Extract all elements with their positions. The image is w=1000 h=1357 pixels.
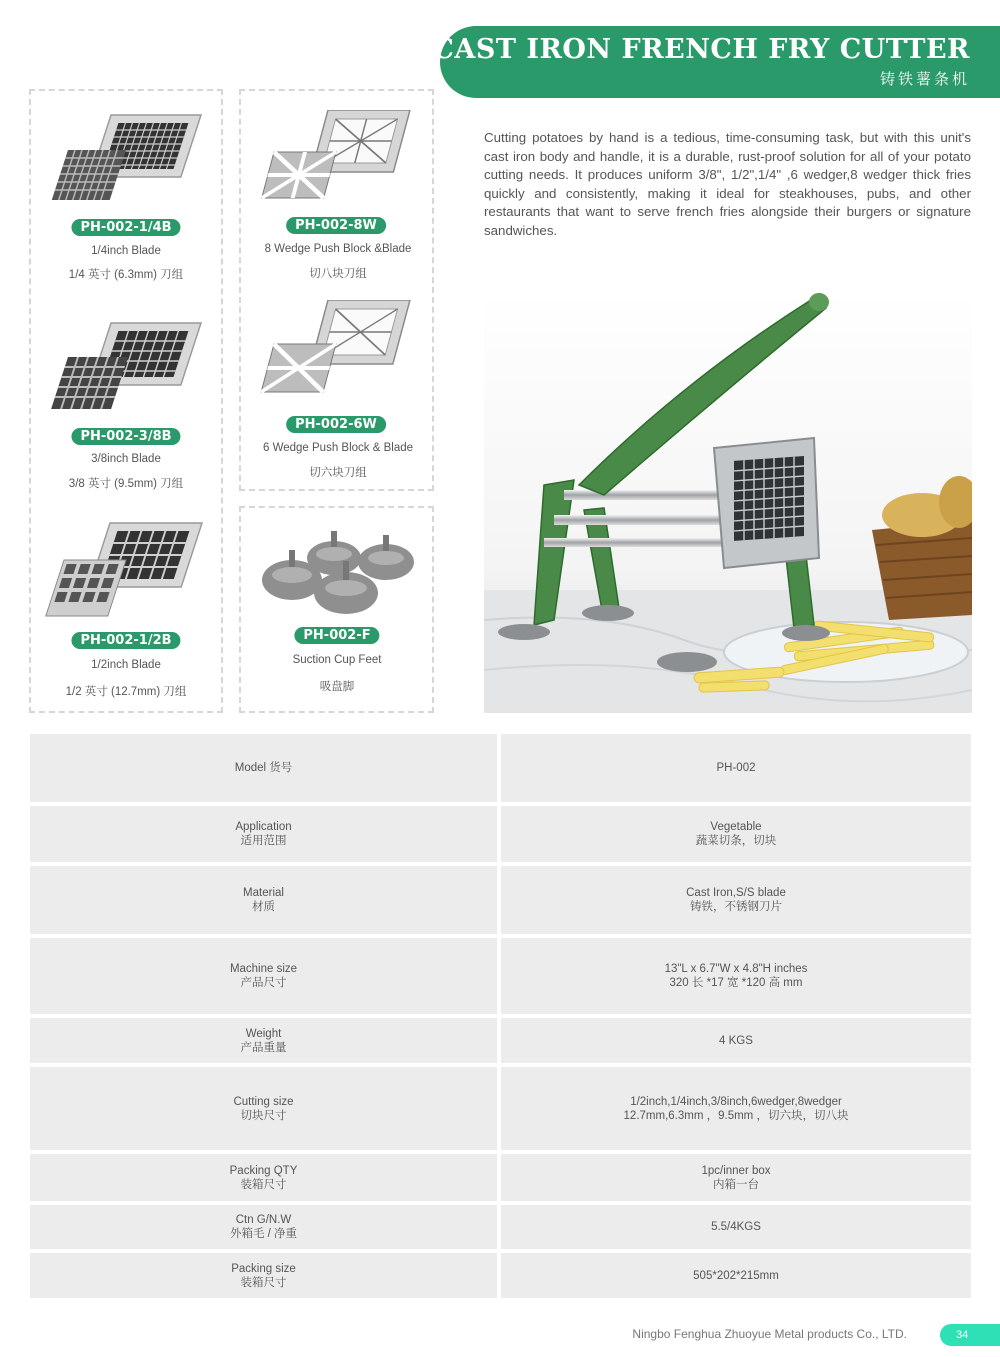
part-name-6w: 6 Wedge Push Block & Blade — [262, 442, 414, 454]
table-row — [30, 1067, 971, 1150]
spec-value: Cast Iron,S/S blade 铸铁，不锈钢刀片 — [501, 866, 971, 934]
table-row — [30, 866, 971, 934]
spec-value: 5.5/4KGS — [501, 1205, 971, 1249]
wedge-blade-icon — [258, 110, 418, 210]
spec-label: Packing QTY 装箱尺寸 — [30, 1154, 497, 1201]
grid-blade-icon — [48, 105, 204, 210]
part-code-8w: PH-002-8W — [286, 217, 386, 234]
spec-value: PH-002 — [501, 734, 971, 802]
part-name-1-4b: 1/4inch Blade — [91, 245, 161, 257]
spec-label: Packing size 装箱尺寸 — [30, 1253, 497, 1298]
wedge-blade-icon — [258, 300, 418, 405]
spec-label: Cutting size 切块尺寸 — [30, 1067, 497, 1150]
spec-value: 1pc/inner box 内箱一台 — [501, 1154, 971, 1201]
product-description: Cutting potatoes by hand is a tedious, time-consuming task, but with this unit's cast iron body and handle, it is a durable, rust-proof solution for all of your potato cutting needs. It produces uniform 3/8", 1/2",1/4" ,6 wedger,8 wedger thick fries quickly and consistently, making it ideal for steakhouses, pubs, and other restaurants that want to serve french fries alongside their burgers or signature sandwiches. — [484, 130, 971, 238]
grid-blade-icon — [48, 315, 204, 420]
spec-label: Model 货号 — [30, 734, 497, 802]
part-name-8w: 8 Wedge Push Block &Blade — [264, 243, 412, 255]
part-code-6w: PH-002-6W — [286, 416, 386, 433]
spec-value: 13"L x 6.7"W x 4.8"H inches 320 长 *17 宽 *120 高 mm — [501, 938, 971, 1014]
product-photo — [484, 290, 972, 713]
part-name-3-8b: 3/8inch Blade — [91, 453, 161, 465]
part-code-1-4b: PH-002-1/4B — [71, 219, 180, 236]
part-name-cn-f: 吸盘脚 — [319, 681, 355, 693]
header-banner — [432, 26, 1000, 98]
grid-blade-icon — [44, 515, 204, 625]
part-name-cn-3-8b: 3/8 英寸 (9.5mm) 刀组 — [68, 478, 184, 490]
spec-value: Vegetable 蔬菜切条，切块 — [501, 806, 971, 862]
table-row — [30, 1253, 971, 1298]
table-row — [30, 1205, 971, 1249]
spec-label: Machine size 产品尺寸 — [30, 938, 497, 1014]
part-name-cn-1-4b: 1/4 英寸 (6.3mm) 刀组 — [68, 269, 184, 281]
part-code-3-8b: PH-002-3/8B — [71, 428, 180, 445]
part-code-f: PH-002-F — [294, 627, 379, 644]
table-row — [30, 734, 971, 802]
part-name-cn-6w: 切六块刀组 — [309, 467, 367, 479]
spec-value: 1/2inch,1/4inch,3/8inch,6wedger,8wedger 12.7mm,6.3mm ，9.5mm ，切六块，切八块 — [501, 1067, 971, 1150]
table-row — [30, 806, 971, 862]
part-code-1-2b: PH-002-1/2B — [71, 632, 180, 649]
part-name-1-2b: 1/2inch Blade — [91, 659, 161, 671]
table-row — [30, 938, 971, 1014]
part-name-cn-8w: 切八块刀组 — [309, 268, 367, 280]
spec-label: Application 适用范围 — [30, 806, 497, 862]
table-row — [30, 1154, 971, 1201]
part-name-f: Suction Cup Feet — [292, 654, 382, 666]
spec-label: Material 材质 — [30, 866, 497, 934]
spec-label: Ctn G/N.W 外箱毛 / 净重 — [30, 1205, 497, 1249]
spec-value: 505*202*215mm — [501, 1253, 971, 1298]
table-row — [30, 1018, 971, 1063]
page-title: CAST IRON FRENCH FRY CUTTER — [432, 34, 970, 65]
company-name: Ningbo Fenghua Zhuoyue Metal products Co., LTD. — [632, 1327, 907, 1341]
page-title-cn: 铸铁薯条机 — [879, 70, 970, 88]
page-number: 34 — [940, 1324, 1000, 1346]
suction-cup-icon — [256, 525, 421, 620]
part-name-cn-1-2b: 1/2 英寸 (12.7mm) 刀组 — [65, 686, 187, 698]
spec-value: 4 KGS — [501, 1018, 971, 1063]
spec-label: Weight 产品重量 — [30, 1018, 497, 1063]
